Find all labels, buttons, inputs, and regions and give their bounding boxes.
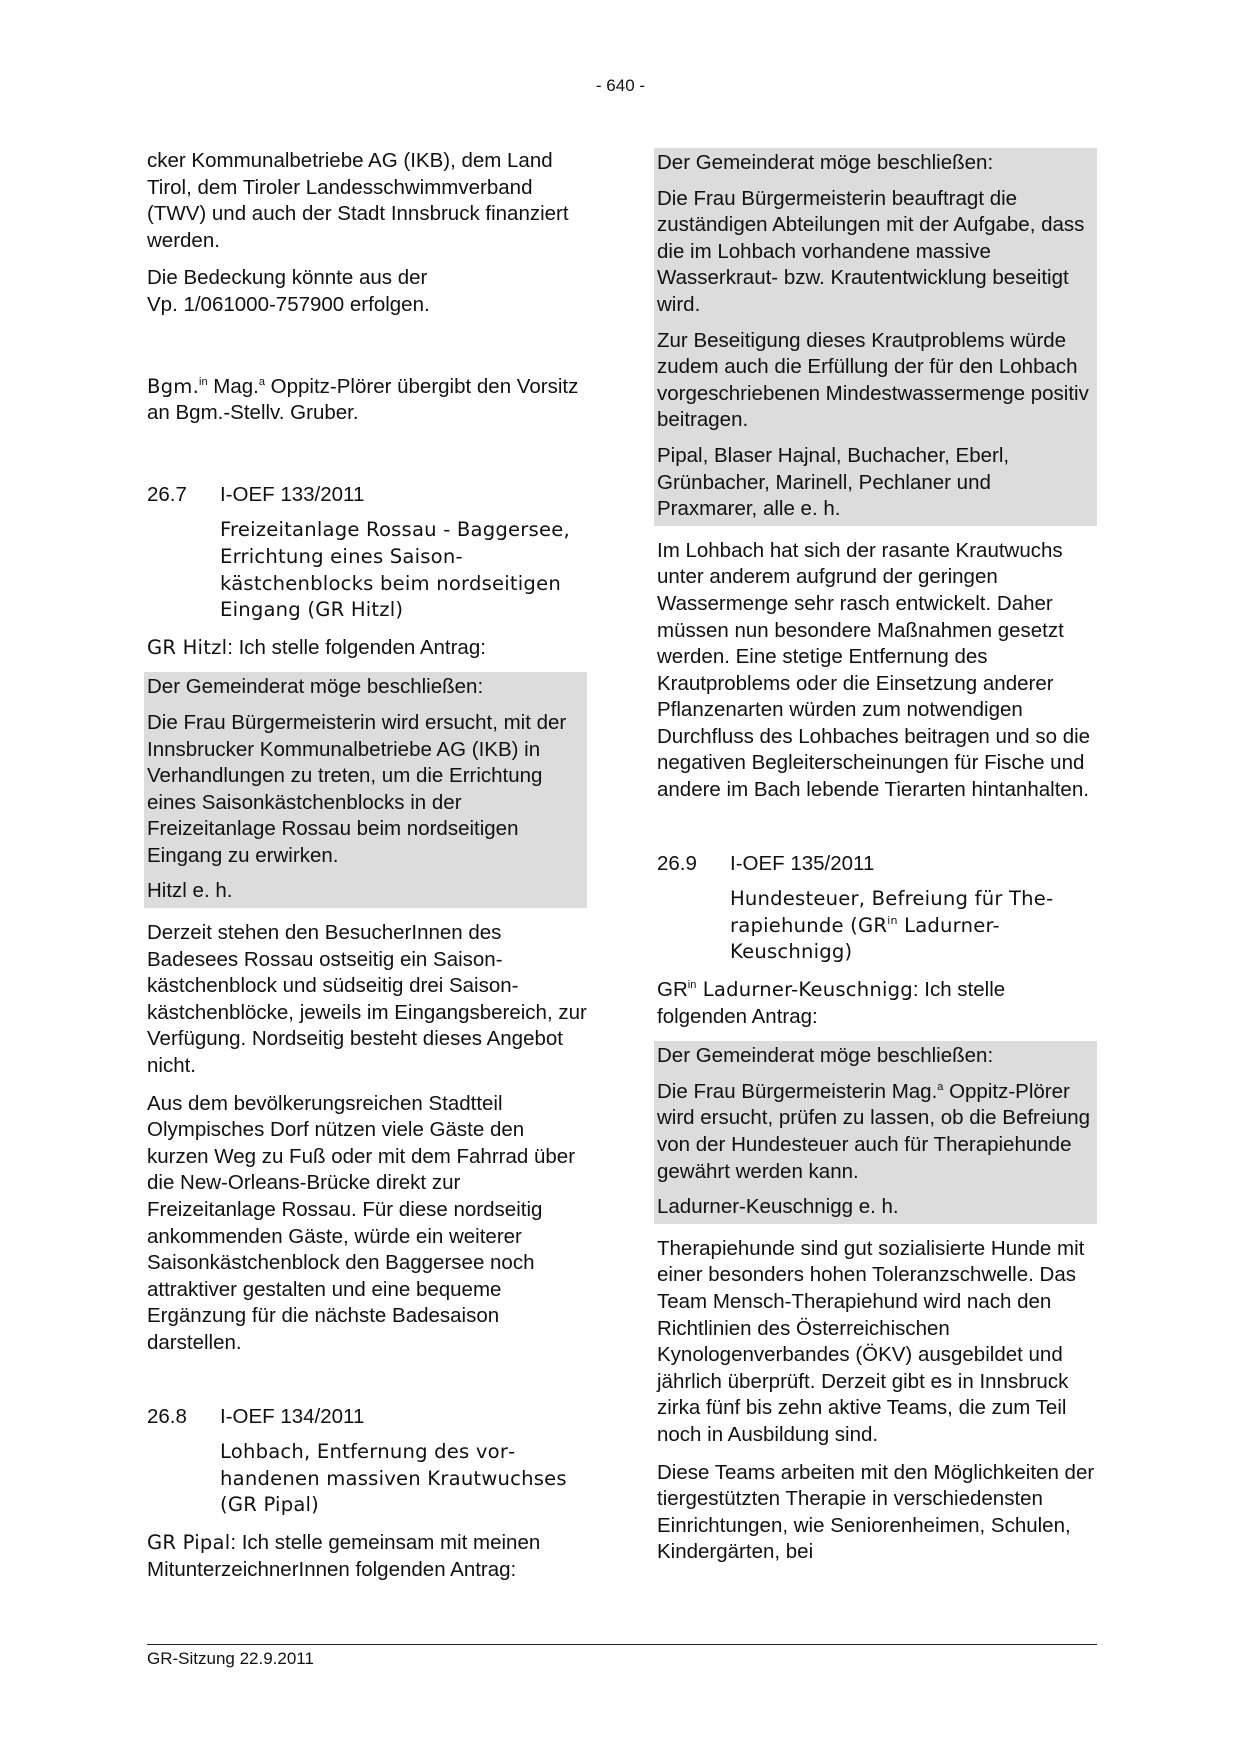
motion-intro: $GR^{in}$ Ladurner-Keuschnigg: Ich stelle folgenden Antrag: <box>657 978 1006 1028</box>
motion-text: Zur Beseitigung dieses Krautproblems würde zudem auch die Erfüllung der für den Lohbach vorgeschriebenen Mindestwassermenge positiv beitragen. <box>657 328 1089 432</box>
motion-box <box>654 148 1097 526</box>
page-number: - 640 - <box>595 76 646 95</box>
item-code: I-OEF 134/2011 <box>220 1404 365 1428</box>
item-header <box>657 851 1097 878</box>
item-number: 26.7 <box>147 482 187 506</box>
motion-intro: GR Hitzl: Ich stelle folgenden Antrag: <box>147 635 486 659</box>
item-number: 26.9 <box>657 851 697 875</box>
motion-signers: Hitzl e. h. <box>147 879 233 903</box>
reasoning: Diese Teams arbeiten mit den Möglichkeiten der tiergestützten Therapie in verschiedensten Einrichtungen, wie Seniorenheimen, Schulen, Kindergärten, bei <box>657 1460 1095 1564</box>
motion-signers: Pipal, Blaser Hajnal, Buchacher, Eberl, Grünbacher, Marinell, Pechlaner und Praxmarer, alle e. h. <box>657 443 1010 521</box>
item-header <box>147 1404 587 1431</box>
motion-signers: Ladurner-Keuschnigg e. h. <box>657 1195 899 1219</box>
item-code: I-OEF 133/2011 <box>220 482 365 506</box>
item-code: I-OEF 135/2011 <box>730 851 875 875</box>
motion-heading: Der Gemeinderat möge beschließen: <box>657 151 994 174</box>
reasoning: Derzeit stehen den BesucherInnen des Badesees Rossau ostseitig ein Saisonkästchenblock und südseitig drei Saisonkästchenblöcke, jeweils im Eingangsbereich, zur Verfügung. Nordseitig besteht dieses Angebot nicht. <box>147 921 587 1078</box>
motion-heading: Der Gemeinderat möge beschließen: <box>657 1044 994 1068</box>
reasoning: Therapiehunde sind gut sozialisierte Hunde mit einer besonders hohen Toleranzschwelle. Das Team Mensch-Therapiehund wird nach den Richtlinien des Österreichischen Kynologenverbandes (ÖKV) ausgebildet und jährlich überprüft. Derzeit gibt es in Innsbruck zirka fünf bis zehn aktive Teams, die zum Teil noch in Ausbildung sind. <box>657 1236 1085 1446</box>
reasoning: Aus dem bevölkerungsreichen Stadtteil Olympisches Dorf nützen viele Gäste den kurzen Weg zu Fuß oder mit dem Fahrrad über die New-Orleans-Brücke direkt zur Freizeitanlage Rossau. Für diese nordseitig ankommenden Gäste, würde ein weiterer Saisonkästchenblock den Baggersee noch attraktiver gestalten und eine bequeme Ergänzung für die nächste Badesaison darstellen. <box>147 1091 576 1354</box>
motion-box <box>144 672 587 908</box>
motion-box <box>654 1041 1097 1224</box>
motion-text: Die Frau Bürgermeisterin Mag.$^a$ Oppitz-Plörer wird ersucht, prüfen zu lassen, ob die Befreiung von der Hundesteuer auch für Therapiehunde gewährt werden kann. <box>657 1079 1091 1183</box>
paragraph: cker Kommunalbetriebe AG (IKB), dem Land Tirol, dem Tiroler Landesschwimmverband (TWV) und auch der Stadt Innsbruck finanziert werden. <box>147 149 569 252</box>
item-header <box>147 482 587 509</box>
item-title: Lohbach, Entfernung des vorhandenen massiven Krautwuchses (GR Pipal) <box>220 1440 567 1517</box>
chair-handover: Bgm.$^{in}$ Mag.$^a$ Oppitz-Plörer übergibt den Vorsitz an Bgm.-Stellv. Gruber. <box>147 374 579 425</box>
item-title: Hundesteuer, Befreiung für Therapiehunde ($GR^{in}$ Ladurner-Keuschnigg) <box>730 887 1054 964</box>
footer-divider <box>147 1644 1097 1645</box>
item-number: 26.8 <box>147 1404 187 1428</box>
motion-heading: Der Gemeinderat möge beschließen: <box>147 675 484 699</box>
motion-text: Die Frau Bürgermeisterin wird ersucht, mit der Innsbrucker Kommunalbetriebe AG (IKB) in Verhandlungen zu treten, um die Errichtung eines Saisonkästchenblocks in der Freizeitanlage Rossau beim nordseitigen Eingang zu erwirken. <box>147 710 567 867</box>
reasoning: Im Lohbach hat sich der rasante Krautwuchs unter anderem aufgrund der geringen Wassermenge sehr rasch entwickelt. Daher müssen nun besondere Maßnahmen gesetzt werden. Eine stetige Entfernung des Krautproblems oder die Einsetzung anderer Pflanzenarten würden zum notwendigen Durchfluss des Lohbaches beitragen und so die negativen Begleiterscheinungen für Fische und andere im Bach lebende Tierarten hintanhalten. <box>657 538 1091 802</box>
paragraph: Die Bedeckung könnte aus der Vp. 1/061000-757900 erfolgen. <box>147 266 430 316</box>
left-column <box>147 148 587 1594</box>
footer-session: GR-Sitzung 22.9.2011 <box>147 1649 314 1668</box>
motion-intro: GR Pipal: Ich stelle gemeinsam mit meinen MitunterzeichnerInnen folgenden Antrag: <box>147 1530 541 1581</box>
right-column <box>657 148 1097 1577</box>
motion-text: Die Frau Bürgermeisterin beauftragt die zuständigen Abteilungen mit der Aufgabe, dass die im Lohbach vorhandene massive Wasserkraut- bzw. Krautentwicklung beseitigt wird. <box>657 186 1085 316</box>
item-title: Freizeitanlage Rossau - Baggersee, Errichtung eines Saisonkästchenblocks beim nordseitigen Eingang (GR Hitzl) <box>220 518 570 622</box>
